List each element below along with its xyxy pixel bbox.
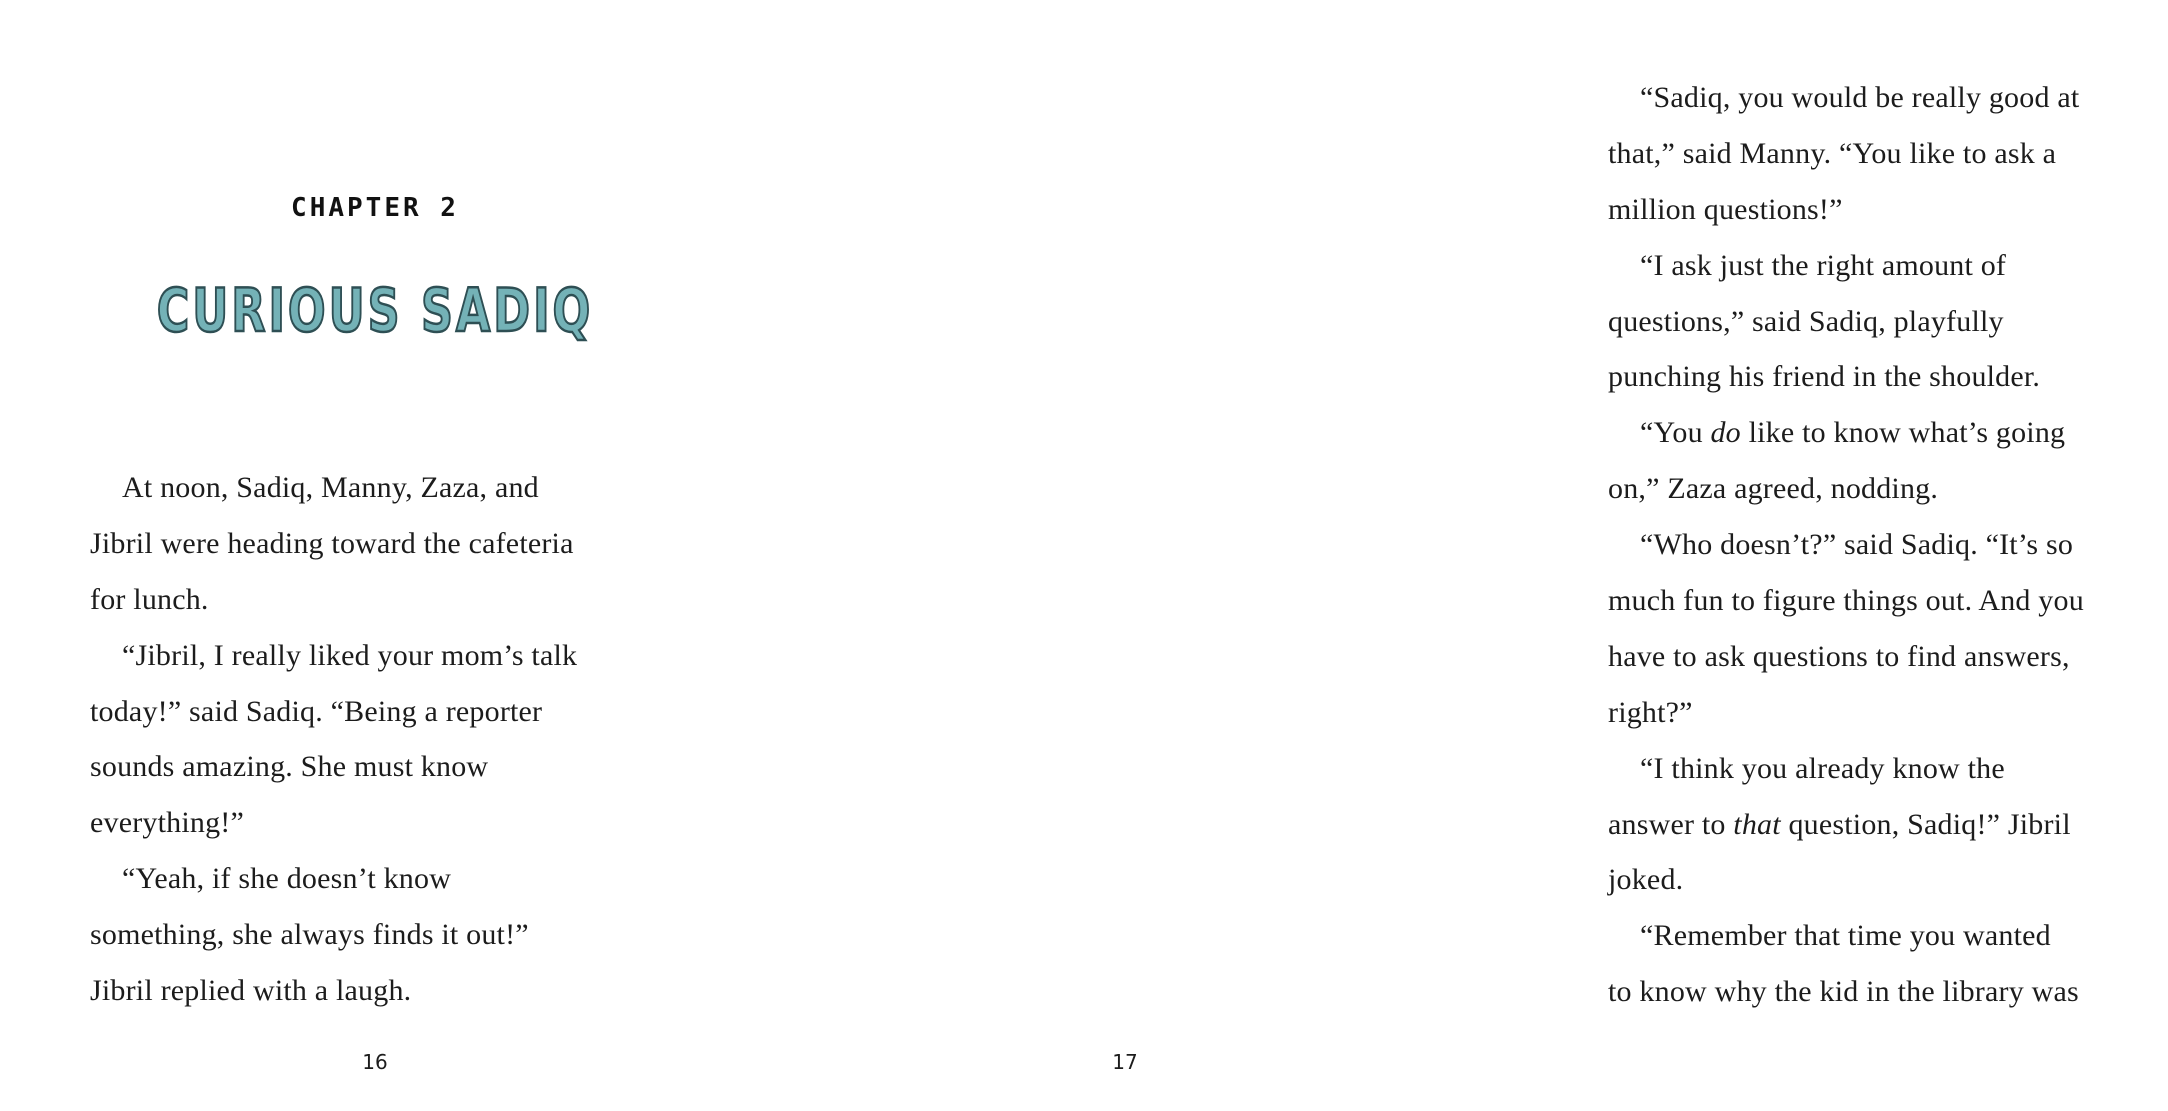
text-line: answer to that question, Sadiq!” Jibril (1608, 807, 2071, 841)
text-line: that,” said Manny. “You like to ask a (1608, 136, 2057, 170)
text-line: punching his friend in the shoulder. (1608, 360, 2041, 394)
chapter-title: CURIOUS SADIQ (156, 276, 594, 346)
text-line: “You do like to know what’s going (1640, 416, 2066, 450)
text-line: “I think you already know the (1640, 751, 2005, 785)
text-line: everything!” (90, 806, 244, 840)
right-page-text-block (1608, 70, 2168, 1020)
text-line: “Remember that time you wanted (1640, 919, 2051, 953)
text-line: “Who doesn’t?” said Sadiq. “It’s so (1640, 528, 2074, 562)
text-line: today!” said Sadiq. “Being a reporter (90, 694, 543, 728)
text-line: “Jibril, I really liked your mom’s talk (122, 638, 578, 672)
chapter-label: CHAPTER 2 (291, 193, 459, 223)
text-line: for lunch. (90, 582, 209, 616)
text-line: Jibril were heading toward the cafeteria (90, 526, 574, 560)
text-line: on,” Zaza agreed, nodding. (1608, 472, 1939, 506)
text-line: joked. (1608, 863, 1684, 897)
text-line: At noon, Sadiq, Manny, Zaza, and (122, 471, 539, 504)
page-number-right: 17 (1112, 1050, 1138, 1074)
page-right (750, 0, 2084, 1111)
text-line: something, she always finds it out!” (90, 918, 529, 952)
text-line: “Sadiq, you would be really good at (1640, 81, 2080, 114)
text-line: million questions!” (1608, 192, 1843, 226)
text-line: much fun to figure things out. And you (1608, 584, 2084, 618)
text-line: have to ask questions to find answers, (1608, 639, 2070, 673)
text-line: sounds amazing. She must know (90, 750, 489, 784)
page-left (0, 0, 750, 1111)
left-page-text-block (90, 460, 670, 1019)
text-line: to know why the kid in the library was (1608, 975, 2079, 1009)
page-number-left: 16 (362, 1050, 388, 1074)
text-line: right?” (1608, 695, 1693, 729)
text-line: “I ask just the right amount of (1640, 248, 2007, 282)
text-line: “Yeah, if she doesn’t know (122, 862, 452, 896)
text-line: questions,” said Sadiq, playfully (1608, 304, 2004, 338)
text-line: Jibril replied with a laugh. (90, 974, 412, 1008)
